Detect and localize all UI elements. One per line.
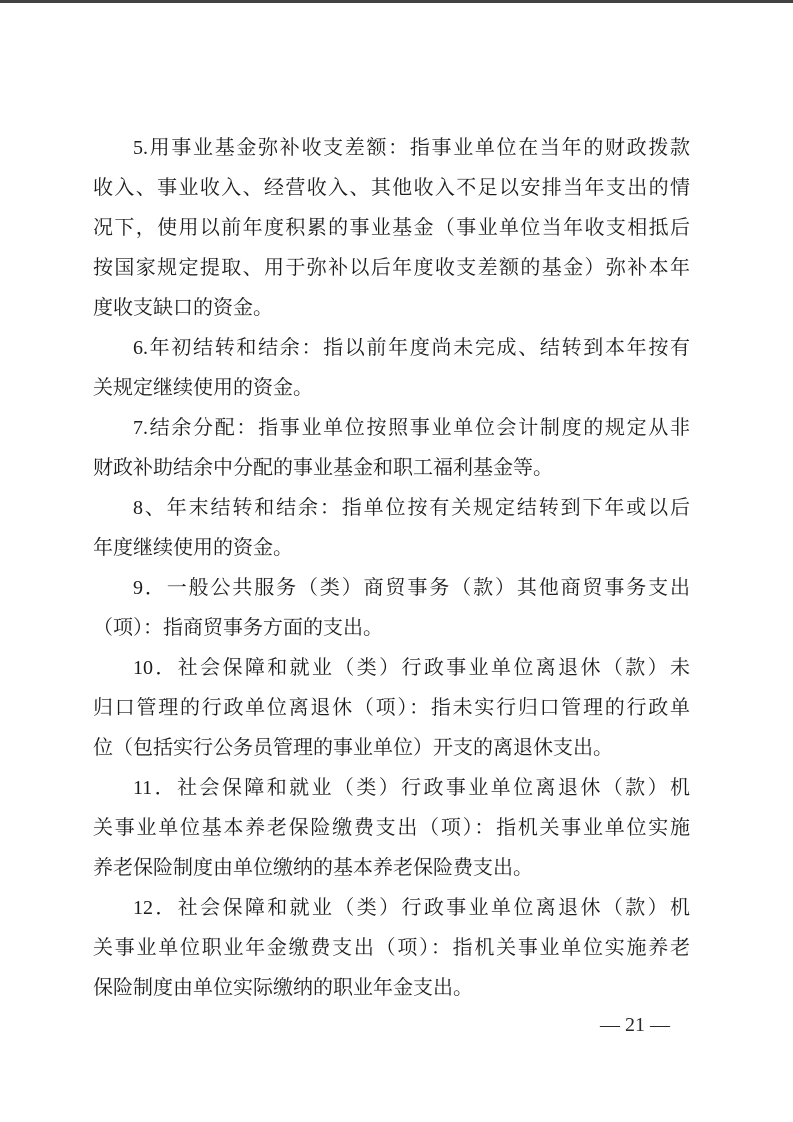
paragraph-6 [93,328,690,408]
text-line: 关规定继续使用的资金。 [93,377,313,399]
text-line: 关事业单位职业年金缴费支出（项）：指机关事业单位实施养老 [93,937,690,959]
text-line: 9．一般公共服务（类）商贸事务（款）其他商贸事务支出 [133,577,690,599]
text-line: 度收支缺口的资金。 [93,297,273,319]
text-line: 6.年初结转和结余：指以前年度尚未完成、结转到本年按有 [133,337,690,359]
page-footer [93,1005,690,1045]
text-line: 况下，使用以前年度积累的事业基金（事业单位当年收支相抵后 [93,217,690,239]
text-line: 位（包括实行公务员管理的事业单位）开支的离退休支出。 [93,737,613,759]
text-line: 收入、事业收入、经营收入、其他收入不足以安排当年支出的情 [93,177,690,199]
text-line: 11．社会保障和就业（类）行政事业单位离退休（款）机 [133,777,690,799]
paragraph-11 [93,768,690,888]
text-line: 关事业单位基本养老保险缴费支出（项）：指机关事业单位实施 [93,817,690,839]
text-line: 归口管理的行政单位离退休（项）：指未实行归口管理的行政单 [93,697,690,719]
paragraph-10 [93,648,690,768]
text-line: 5.用事业基金弥补收支差额：指事业单位在当年的财政拨款 [133,137,690,159]
page-number: — 21 — [600,1014,670,1036]
paragraph-5 [93,128,690,328]
text-line: 8、年末结转和结余：指单位按有关规定结转到下年或以后 [133,497,690,519]
page-top-edge-line [0,0,793,3]
text-line: 财政补助结余中分配的事业基金和职工福利基金等。 [93,457,553,479]
paragraph-9 [93,568,690,648]
text-line: 10．社会保障和就业（类）行政事业单位离退休（款）未 [133,657,690,679]
text-line: 养老保险制度由单位缴纳的基本养老保险费支出。 [93,857,533,879]
text-line: （项）：指商贸事务方面的支出。 [93,617,383,639]
text-line: 年度继续使用的资金。 [93,537,293,559]
paragraph-7 [93,408,690,488]
text-line: 保险制度由单位实际缴纳的职业年金支出。 [93,977,473,999]
text-line: 按国家规定提取、用于弥补以后年度收支差额的基金）弥补本年 [93,257,690,279]
paragraph-8 [93,488,690,568]
text-line: 7.结余分配：指事业单位按照事业单位会计制度的规定从非 [133,417,690,439]
paragraph-12 [93,888,690,1008]
text-line: 12．社会保障和就业（类）行政事业单位离退休（款）机 [133,897,690,919]
document-body [93,128,690,1008]
